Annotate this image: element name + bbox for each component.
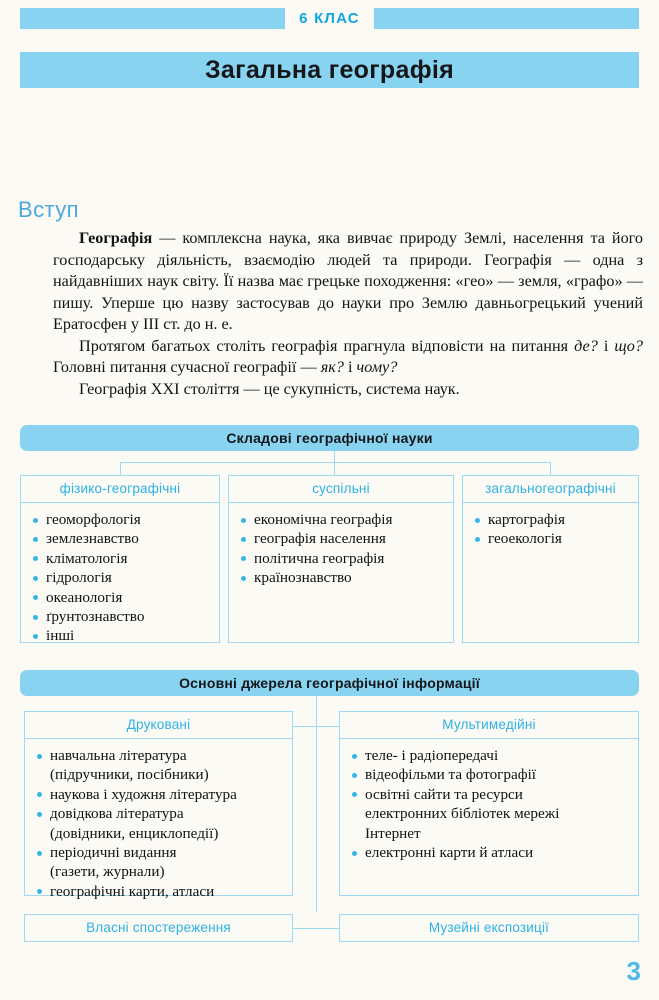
- intro-p2-d: і: [343, 358, 357, 376]
- diagram1-column-social-list: [229, 503, 453, 588]
- diagram2-header: [20, 670, 639, 696]
- diagram2-column-multimedia-title: Мультимедійні: [340, 712, 638, 739]
- intro-paragraph-1-rest: — комплексна наука, яка вивчає природу Землі, населення та його господарську діяльність, взаємодію людей та природи. Географія — одна з найдавніших наук світу. Її назва має грецьке походження: «гео» — земля, «графо» — пишу. Уперше цю назву застосував до науки про Землю давньогрецький учений Ератосфен у ІІІ ст. до н. е.: [53, 229, 643, 333]
- list-item: океанологія: [31, 588, 213, 607]
- diagram1-connector-stem: [334, 451, 335, 462]
- intro-paragraph-2: [53, 336, 643, 379]
- list-item: землезнавство: [31, 529, 213, 548]
- diagram1-column-general-title: загальногеографічні: [463, 476, 638, 503]
- intro-p2-i4: чому?: [356, 358, 398, 376]
- diagram1-header-label: Складові географічної науки: [226, 430, 433, 446]
- list-item: країнознавство: [239, 568, 447, 587]
- diagram1-column-social: [228, 475, 454, 643]
- diagram2-connector-to-museum: [316, 928, 339, 929]
- diagram1-connector-branch-1: [120, 462, 121, 475]
- intro-text-block: [53, 228, 643, 400]
- list-item: політична географія: [239, 549, 447, 568]
- list-item: ґрунтознавство: [31, 607, 213, 626]
- diagram2-connector-to-multimedia: [316, 726, 339, 727]
- diagram1-column-physical: [20, 475, 220, 643]
- intro-p2-a: Протягом багатьох століть географія прагнула відповісти на питання: [79, 336, 575, 355]
- list-item: кліматологія: [31, 549, 213, 568]
- list-item: картографія: [473, 510, 632, 529]
- diagram1-connector-branch-3: [550, 462, 551, 475]
- grade-chip: [285, 8, 374, 29]
- list-item: періодичні видання (газети, журнали): [35, 843, 286, 882]
- diagram1-column-physical-title: фізико-географічні: [21, 476, 219, 503]
- list-item: освітні сайти та ресурси електронних бібліотек мережі Інтернет: [350, 785, 632, 843]
- diagram1-connector-branch-2: [334, 462, 335, 475]
- list-item: довідкова література (довідники, енциклопедії): [35, 804, 286, 843]
- intro-p2-i1: де?: [574, 336, 598, 355]
- diagram1-column-general-list: [463, 503, 638, 549]
- diagram1-column-general: [462, 475, 639, 643]
- diagram1-column-social-title: суспільні: [229, 476, 453, 503]
- intro-paragraph-3: Географія XXI століття — це сукупність, система наук.: [79, 379, 460, 398]
- diagram1-column-physical-list: [21, 503, 219, 646]
- intro-paragraph-1: [53, 228, 643, 336]
- list-item: геоморфологія: [31, 510, 213, 529]
- page-number: 3: [626, 956, 641, 986]
- page-title: Загальна географія: [204, 55, 455, 84]
- list-item: наукова і художня література: [35, 785, 286, 804]
- diagram2-connector-spine: [316, 696, 317, 912]
- diagram2-connector-to-print: [293, 726, 316, 727]
- intro-p2-c: Головні питання сучасної географії —: [53, 358, 321, 376]
- list-item: навчальна література (підручники, посібники): [35, 746, 286, 785]
- intro-p2-i3: як?: [320, 358, 344, 376]
- diagram2-connector-to-observations: [293, 928, 316, 929]
- diagram2-column-multimedia: [339, 711, 639, 896]
- list-item: інші: [31, 626, 213, 645]
- diagram2-column-printed-title: Друковані: [25, 712, 292, 739]
- list-item: географія населення: [239, 529, 447, 548]
- list-item: економічна географія: [239, 510, 447, 529]
- list-item: геоекологія: [473, 529, 632, 548]
- diagram2-node-own-observations: Власні спостереження: [24, 914, 293, 942]
- section-heading-intro: Вступ: [18, 197, 79, 222]
- book-title-band: [20, 52, 639, 88]
- intro-p2-b: і: [597, 336, 615, 355]
- diagram1-header: [20, 425, 639, 451]
- intro-lead-word: Географія: [79, 229, 153, 247]
- grade-label: 6 КЛАС: [299, 10, 360, 27]
- intro-p2-i2: що?: [614, 336, 643, 355]
- diagram2-column-printed-list: [25, 739, 292, 901]
- diagram2-column-multimedia-list: [340, 739, 638, 862]
- diagram1-connector-horizontal: [120, 462, 550, 463]
- diagram2-node-museum-expositions: Музейні експозиції: [339, 914, 639, 942]
- list-item: географічні карти, атласи: [35, 882, 286, 901]
- list-item: гідрологія: [31, 568, 213, 587]
- diagram2-header-label: Основні джерела географічної інформації: [179, 675, 480, 691]
- grade-band: [20, 8, 639, 29]
- list-item: теле- і радіопередачі: [350, 746, 632, 765]
- list-item: електронні карти й атласи: [350, 843, 632, 862]
- diagram2-column-printed: [24, 711, 293, 900]
- list-item: відеофільми та фотографії: [350, 765, 632, 784]
